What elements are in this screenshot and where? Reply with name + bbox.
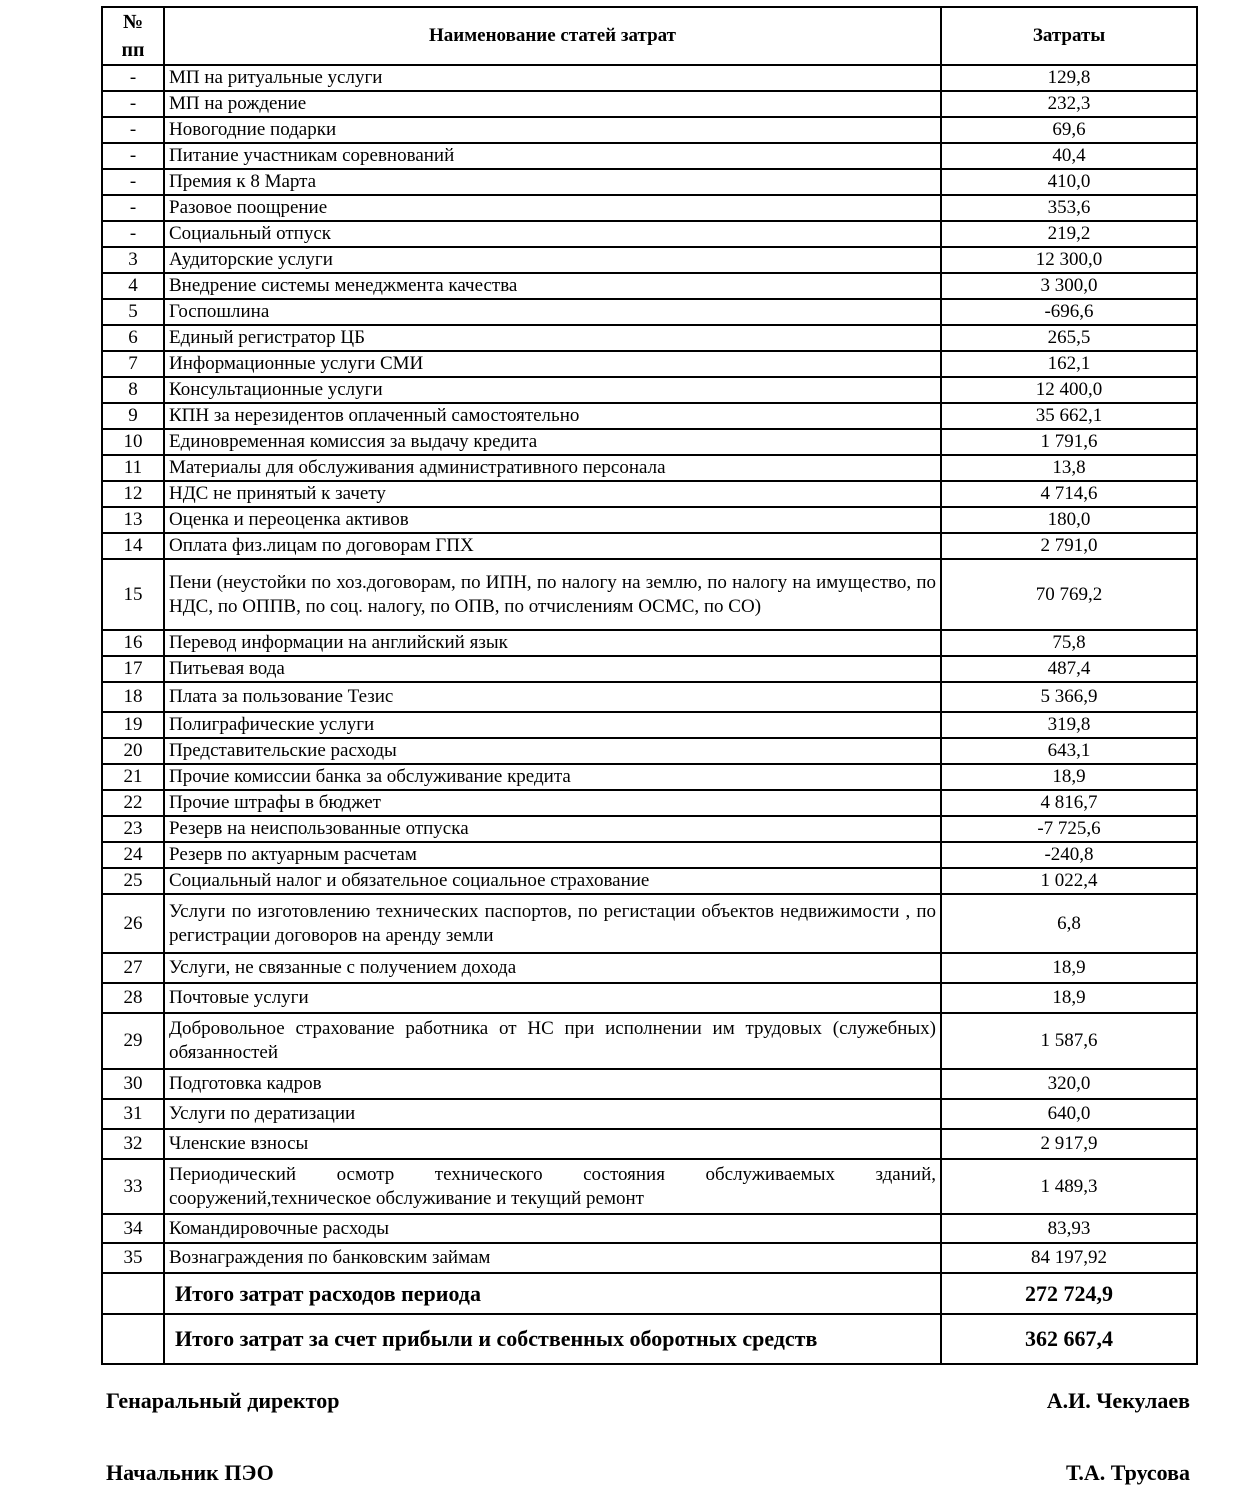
table-row <box>102 682 1197 712</box>
row-number: 35 <box>102 1243 164 1273</box>
table-row <box>102 1069 1197 1099</box>
row-cost-item-name: Новогодние подарки <box>164 117 941 143</box>
row-number: 32 <box>102 1129 164 1159</box>
table-row <box>102 91 1197 117</box>
cost-items-table <box>101 6 1198 1365</box>
row-cost-item-name: МП на ритуальные услуги <box>164 65 941 91</box>
table-row <box>102 195 1197 221</box>
row-cost-value: 18,9 <box>941 953 1197 983</box>
row-number: 6 <box>102 325 164 351</box>
header-cost: Затраты <box>941 7 1197 65</box>
table-row <box>102 790 1197 816</box>
table-row <box>102 630 1197 656</box>
table-header-row <box>102 7 1197 65</box>
row-cost-value: 643,1 <box>941 738 1197 764</box>
row-cost-item-name: Услуги, не связанные с получением дохода <box>164 953 941 983</box>
row-cost-item-name: Разовое поощрение <box>164 195 941 221</box>
total-value: 272 724,9 <box>941 1273 1197 1314</box>
row-cost-item-name: Аудиторские услуги <box>164 247 941 273</box>
row-number: 7 <box>102 351 164 377</box>
row-cost-value: 2 791,0 <box>941 533 1197 559</box>
row-cost-item-name: Резерв на неиспользованные отпуска <box>164 816 941 842</box>
row-number: 19 <box>102 712 164 738</box>
row-number: 29 <box>102 1013 164 1069</box>
table-row <box>102 764 1197 790</box>
row-cost-value: 83,93 <box>941 1214 1197 1243</box>
row-number: - <box>102 169 164 195</box>
table-row <box>102 273 1197 299</box>
row-number: - <box>102 65 164 91</box>
row-number: 30 <box>102 1069 164 1099</box>
row-number: 25 <box>102 868 164 894</box>
row-cost-value: 320,0 <box>941 1069 1197 1099</box>
table-row <box>102 247 1197 273</box>
table-body <box>102 65 1197 1364</box>
row-cost-item-name: Резерв по актуарным расчетам <box>164 842 941 868</box>
row-number: - <box>102 143 164 169</box>
row-cost-value: 40,4 <box>941 143 1197 169</box>
row-cost-value: 4 816,7 <box>941 790 1197 816</box>
row-number: - <box>102 91 164 117</box>
row-cost-value: 410,0 <box>941 169 1197 195</box>
row-number: 22 <box>102 790 164 816</box>
table-row <box>102 738 1197 764</box>
row-cost-item-name: Добровольное страхование работника от НС при исполнении им трудовых (служебных) обязанностей <box>164 1013 941 1069</box>
row-cost-item-name: Пени (неустойки по хоз.договорам, по ИПН, по налогу на землю, по налогу на имущество, по НДС, по ОППВ, по соц. налогу, по ОПВ, по отчислениям ОСМС, по СО) <box>164 559 941 630</box>
table-row <box>102 221 1197 247</box>
row-cost-value: 35 662,1 <box>941 403 1197 429</box>
header-name: Наименование статей затрат <box>164 7 941 65</box>
table-total-row <box>102 1314 1197 1364</box>
row-number: 28 <box>102 983 164 1013</box>
row-cost-item-name: Вознаграждения по банковским займам <box>164 1243 941 1273</box>
row-cost-value: 69,6 <box>941 117 1197 143</box>
table-row <box>102 1013 1197 1069</box>
row-cost-value: 232,3 <box>941 91 1197 117</box>
table-row <box>102 351 1197 377</box>
row-number: 18 <box>102 682 164 712</box>
table-row <box>102 1099 1197 1129</box>
table-row <box>102 429 1197 455</box>
signature-name-director: А.И. Чекулаев <box>1046 1388 1190 1413</box>
row-cost-item-name: Материалы для обслуживания административного персонала <box>164 455 941 481</box>
row-cost-value: 2 917,9 <box>941 1129 1197 1159</box>
row-cost-value: 13,8 <box>941 455 1197 481</box>
row-cost-value: 5 366,9 <box>941 682 1197 712</box>
row-number: 24 <box>102 842 164 868</box>
row-cost-value: 70 769,2 <box>941 559 1197 630</box>
row-cost-item-name: МП на рождение <box>164 91 941 117</box>
row-cost-item-name: Полиграфические услуги <box>164 712 941 738</box>
row-cost-item-name: Консультационные услуги <box>164 377 941 403</box>
row-cost-item-name: Периодический осмотр технического состояния обслуживаемых зданий, сооружений,техническое обслуживание и текущий ремонт <box>164 1159 941 1214</box>
table-row <box>102 894 1197 953</box>
row-number: 26 <box>102 894 164 953</box>
row-cost-item-name: Социальный отпуск <box>164 221 941 247</box>
table-row <box>102 481 1197 507</box>
table-row <box>102 868 1197 894</box>
table-row <box>102 377 1197 403</box>
table-row <box>102 299 1197 325</box>
row-cost-item-name: Представительские расходы <box>164 738 941 764</box>
row-cost-value: 84 197,92 <box>941 1243 1197 1273</box>
row-cost-value: 319,8 <box>941 712 1197 738</box>
row-cost-item-name: Оценка и переоценка активов <box>164 507 941 533</box>
row-cost-item-name: Питание участникам соревнований <box>164 143 941 169</box>
row-cost-value: 640,0 <box>941 1099 1197 1129</box>
signature-role-peo-head: Начальник ПЭО <box>106 1460 274 1485</box>
total-number-empty <box>102 1273 164 1314</box>
row-cost-item-name: Услуги по изготовлению технических паспортов, по регистации объектов недвижимости , по регистрации договоров на аренду земли <box>164 894 941 953</box>
row-number: 8 <box>102 377 164 403</box>
row-number: 11 <box>102 455 164 481</box>
table-total-row <box>102 1273 1197 1314</box>
table-row <box>102 507 1197 533</box>
table-row <box>102 117 1197 143</box>
table-row <box>102 1243 1197 1273</box>
table-row <box>102 403 1197 429</box>
table-row <box>102 842 1197 868</box>
row-cost-value: 75,8 <box>941 630 1197 656</box>
row-cost-item-name: Почтовые услуги <box>164 983 941 1013</box>
row-cost-item-name: Информационные услуги СМИ <box>164 351 941 377</box>
row-cost-item-name: Плата за пользование Тезис <box>164 682 941 712</box>
table-row <box>102 325 1197 351</box>
row-cost-value: -7 725,6 <box>941 816 1197 842</box>
row-cost-item-name: Оплата физ.лицам по договорам ГПХ <box>164 533 941 559</box>
row-cost-value: 3 300,0 <box>941 273 1197 299</box>
row-cost-item-name: Питьевая вода <box>164 656 941 682</box>
signature-role-director: Генаральный директор <box>106 1388 340 1413</box>
table-row <box>102 455 1197 481</box>
row-cost-value: 4 714,6 <box>941 481 1197 507</box>
total-value: 362 667,4 <box>941 1314 1197 1364</box>
row-cost-item-name: Услуги по дератизации <box>164 1099 941 1129</box>
table-row <box>102 143 1197 169</box>
row-cost-value: 6,8 <box>941 894 1197 953</box>
row-number: 27 <box>102 953 164 983</box>
row-cost-item-name: Подготовка кадров <box>164 1069 941 1099</box>
row-cost-value: 219,2 <box>941 221 1197 247</box>
row-cost-item-name: Членские взносы <box>164 1129 941 1159</box>
total-label: Итого затрат расходов периода <box>164 1273 941 1314</box>
row-cost-value: 18,9 <box>941 983 1197 1013</box>
row-cost-value: 353,6 <box>941 195 1197 221</box>
row-number: 3 <box>102 247 164 273</box>
table-row <box>102 656 1197 682</box>
table-row <box>102 983 1197 1013</box>
table-row <box>102 1129 1197 1159</box>
row-cost-item-name: Прочие штрафы в бюджет <box>164 790 941 816</box>
row-cost-value: 487,4 <box>941 656 1197 682</box>
row-cost-value: 1 022,4 <box>941 868 1197 894</box>
table-row <box>102 533 1197 559</box>
row-number: 20 <box>102 738 164 764</box>
row-number: 9 <box>102 403 164 429</box>
row-cost-item-name: Прочие комиссии банка за обслуживание кредита <box>164 764 941 790</box>
total-label: Итого затрат за счет прибыли и собственных оборотных средств <box>164 1314 941 1364</box>
table-row <box>102 712 1197 738</box>
row-cost-value: 18,9 <box>941 764 1197 790</box>
signature-name-peo-head: Т.А. Трусова <box>1065 1460 1190 1485</box>
table-row <box>102 1214 1197 1243</box>
row-cost-item-name: Социальный налог и обязательное социальное страхование <box>164 868 941 894</box>
table-row <box>102 816 1197 842</box>
row-number: 16 <box>102 630 164 656</box>
table-row <box>102 953 1197 983</box>
row-number: 14 <box>102 533 164 559</box>
row-number: 21 <box>102 764 164 790</box>
table-row <box>102 559 1197 630</box>
row-number: - <box>102 117 164 143</box>
row-number: 4 <box>102 273 164 299</box>
row-number: 33 <box>102 1159 164 1214</box>
row-number: 12 <box>102 481 164 507</box>
table-row <box>102 65 1197 91</box>
row-cost-value: 12 300,0 <box>941 247 1197 273</box>
row-number: 13 <box>102 507 164 533</box>
row-number: 34 <box>102 1214 164 1243</box>
row-cost-value: 1 587,6 <box>941 1013 1197 1069</box>
row-number: - <box>102 221 164 247</box>
row-cost-value: 1 791,6 <box>941 429 1197 455</box>
row-number: 31 <box>102 1099 164 1129</box>
row-cost-item-name: Единовременная комиссия за выдачу кредита <box>164 429 941 455</box>
row-cost-item-name: НДС не принятый к зачету <box>164 481 941 507</box>
header-number-line1: № <box>122 11 144 33</box>
row-cost-value: -240,8 <box>941 842 1197 868</box>
row-cost-value: 265,5 <box>941 325 1197 351</box>
row-number: 23 <box>102 816 164 842</box>
row-cost-item-name: Премия к 8 Марта <box>164 169 941 195</box>
row-cost-value: 12 400,0 <box>941 377 1197 403</box>
row-cost-item-name: Внедрение системы менеджмента качества <box>164 273 941 299</box>
row-cost-value: 1 489,3 <box>941 1159 1197 1214</box>
row-number: 17 <box>102 656 164 682</box>
row-cost-value: 180,0 <box>941 507 1197 533</box>
total-number-empty <box>102 1314 164 1364</box>
row-cost-item-name: Госпошлина <box>164 299 941 325</box>
row-number: 10 <box>102 429 164 455</box>
row-cost-value: 162,1 <box>941 351 1197 377</box>
table-row <box>102 169 1197 195</box>
row-number: 15 <box>102 559 164 630</box>
header-number <box>102 7 164 65</box>
row-cost-item-name: Единый регистратор ЦБ <box>164 325 941 351</box>
row-cost-value: 129,8 <box>941 65 1197 91</box>
row-number: 5 <box>102 299 164 325</box>
row-cost-value: -696,6 <box>941 299 1197 325</box>
table-row <box>102 1159 1197 1214</box>
row-number: - <box>102 195 164 221</box>
row-cost-item-name: КПН за нерезидентов оплаченный самостоятельно <box>164 403 941 429</box>
header-number-line2: пп <box>121 39 145 61</box>
row-cost-item-name: Перевод информации на английский язык <box>164 630 941 656</box>
row-cost-item-name: Командировочные расходы <box>164 1214 941 1243</box>
